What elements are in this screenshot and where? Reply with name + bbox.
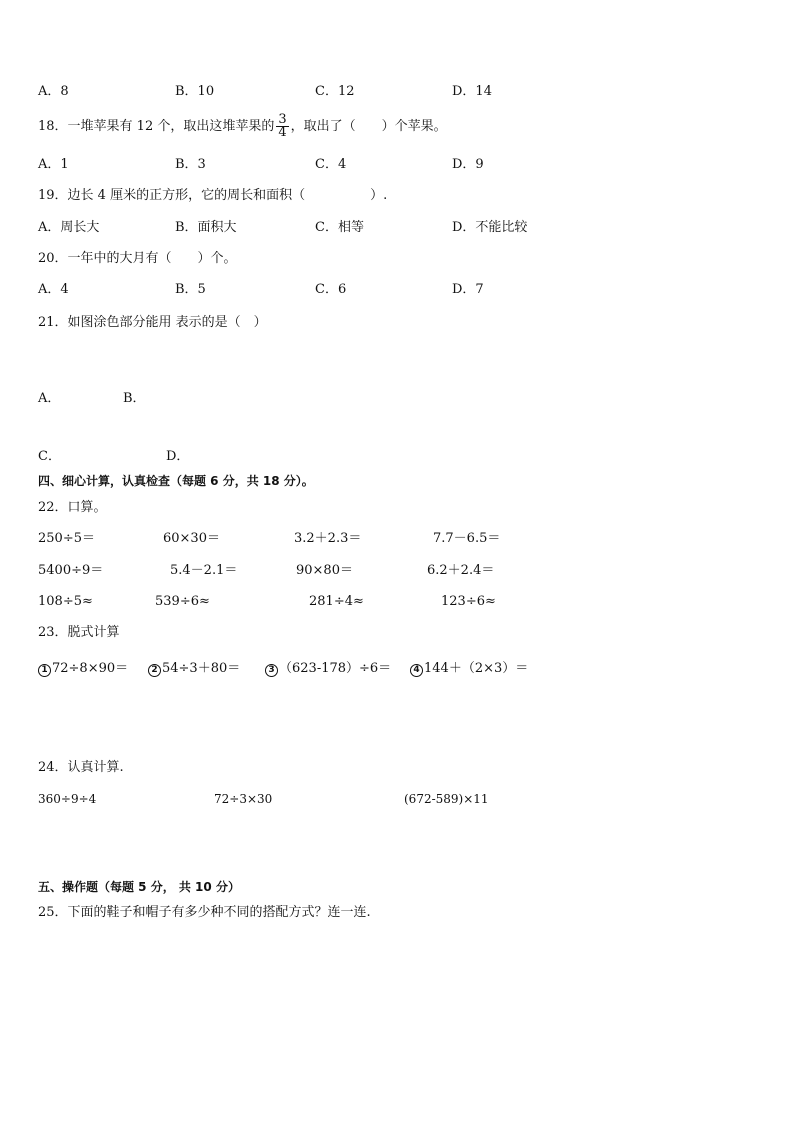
q18-option-c: C．4	[315, 157, 347, 172]
q24-expression: 360÷9÷4	[38, 792, 97, 806]
q23-item-1	[38, 661, 128, 677]
circled-number: 1	[38, 664, 51, 677]
q21-option-a: A．	[38, 391, 61, 406]
q23-item-2	[148, 661, 240, 677]
q22-cell: 60×30＝	[163, 531, 220, 546]
q23-item-4	[410, 661, 528, 677]
q23-expression: 144＋（2×3）＝	[424, 661, 529, 676]
circled-number: 4	[410, 664, 423, 677]
q20-option-c: C．6	[315, 282, 347, 297]
q23-expression: （623-178）÷6＝	[279, 661, 392, 676]
q21-option-b: B．	[123, 391, 146, 406]
fraction-three-quarters	[276, 114, 288, 139]
q24-expression: (672-589)×11	[404, 792, 489, 806]
q22-cell: 108÷5≈	[38, 594, 93, 609]
q17-option-c: C．12	[315, 84, 355, 99]
q24-expression: 72÷3×30	[214, 792, 273, 806]
q23-expression: 54÷3＋80＝	[162, 661, 241, 676]
q20-option-a: A．4	[38, 282, 69, 297]
q22-cell: 3.2＋2.3＝	[294, 531, 362, 546]
q19-option-d: D．不能比较	[452, 220, 528, 235]
q21-question: 21．如图涂色部分能用 表示的是（ ）	[38, 315, 267, 330]
q18-option-b: B．3	[175, 157, 206, 172]
q17-option-d: D．14	[452, 84, 492, 99]
q22-cell: 539÷6≈	[155, 594, 210, 609]
q23-item-3	[265, 661, 391, 677]
q18-question	[38, 110, 447, 144]
q20-option-d: D．7	[452, 282, 484, 297]
q20-question: 20．一年中的大月有（ ）个。	[38, 251, 237, 266]
q19-option-a: A．周长大	[38, 220, 100, 235]
q18-option-a: A．1	[38, 157, 69, 172]
q24-question: 24．认真计算.	[38, 760, 124, 775]
q17-option-b: B．10	[175, 84, 215, 99]
q18-text-before: 18．一堆苹果有 12 个，取出这堆苹果的	[38, 119, 275, 134]
section-four-heading: 四、细心计算，认真检查（每题 6 分，共 18 分）。	[38, 474, 314, 488]
q22-cell: 7.7－6.5＝	[433, 531, 501, 546]
q19-option-b: B．面积大	[175, 220, 237, 235]
q22-question: 22．口算。	[38, 500, 107, 515]
q17-option-a: A．8	[38, 84, 69, 99]
q22-cell: 6.2＋2.4＝	[427, 563, 495, 578]
q19-option-c: C．相等	[315, 220, 364, 235]
q22-cell: 250÷5＝	[38, 531, 95, 546]
section-five-heading: 五、操作题（每题 5 分， 共 10 分）	[38, 880, 240, 894]
q20-option-b: B．5	[175, 282, 206, 297]
q22-cell: 5400÷9＝	[38, 563, 104, 578]
q18-text-after: ，取出了（ ）个苹果。	[290, 119, 447, 134]
q19-question: 19．边长 4 厘米的正方形，它的周长和面积（ ）.	[38, 188, 388, 203]
q23-question: 23．脱式计算	[38, 625, 120, 640]
q21-option-d: D．	[166, 449, 190, 464]
q23-expression: 72÷8×90＝	[52, 661, 129, 676]
q25-question: 25．下面的鞋子和帽子有多少种不同的搭配方式？连一连.	[38, 905, 371, 920]
q18-option-d: D．9	[452, 157, 484, 172]
q22-cell: 281÷4≈	[309, 594, 364, 609]
q22-cell: 90×80＝	[296, 563, 353, 578]
circled-number: 3	[265, 664, 278, 677]
q22-cell: 5.4－2.1＝	[170, 563, 238, 578]
q21-option-c: C．	[38, 449, 61, 464]
circled-number: 2	[148, 664, 161, 677]
fraction-denominator: 4	[278, 125, 287, 140]
q22-cell: 123÷6≈	[441, 594, 496, 609]
fraction-numerator: 3	[278, 112, 287, 127]
